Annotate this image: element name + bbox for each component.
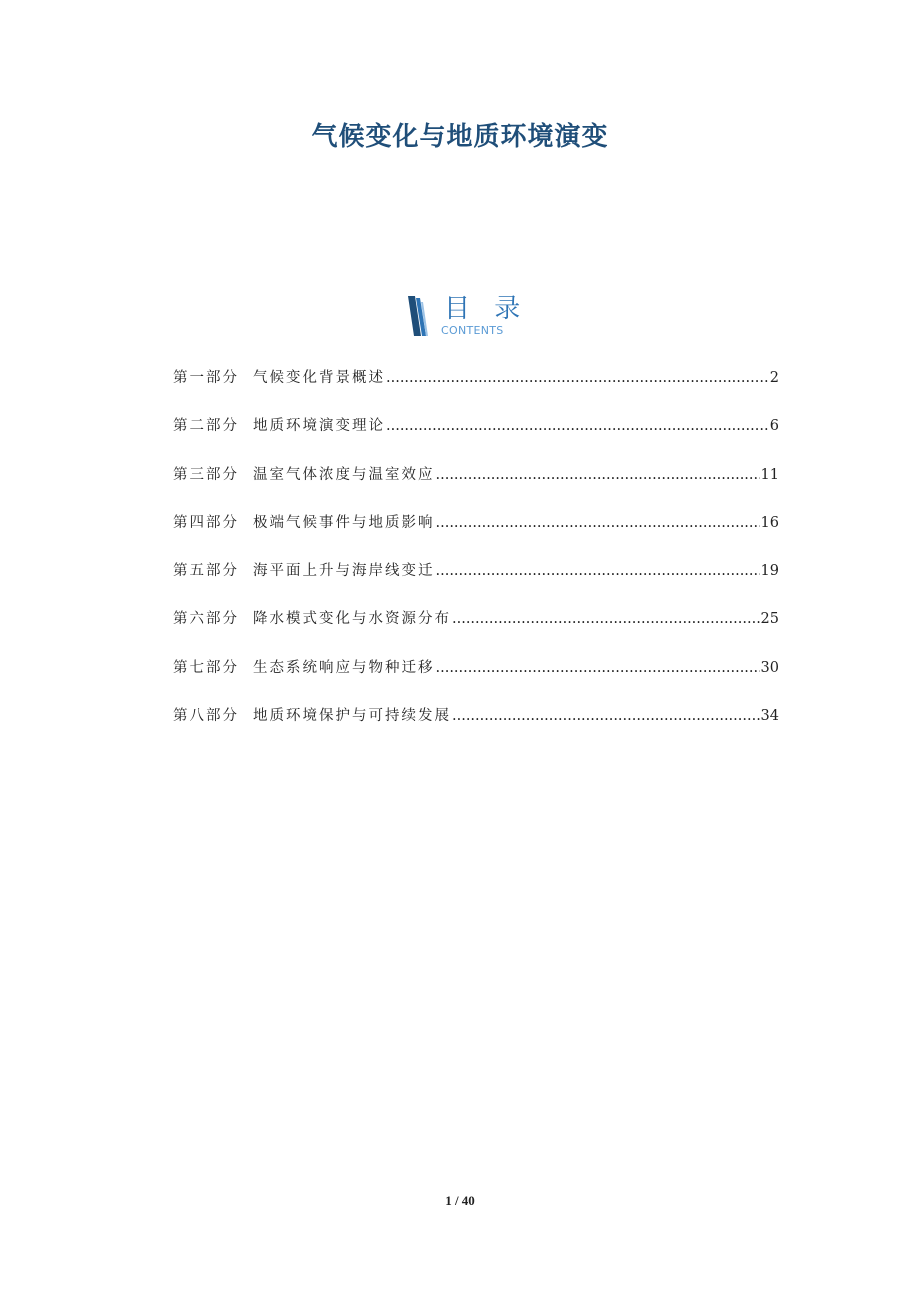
toc-dot-leader [452,708,760,724]
toc-entry-title: 极端气候事件与地质影响 [253,514,435,531]
toc-entry[interactable] [173,366,779,414]
toc-entry[interactable] [173,559,779,607]
toc-entry-part: 第七部分 [173,659,239,676]
toc-entry-title: 生态系统响应与物种迁移 [253,659,435,676]
toc-entry-part: 第三部分 [173,466,239,483]
toc-entry[interactable] [173,704,779,752]
toc-entry-title: 气候变化背景概述 [253,370,385,386]
toc-entry-page: 2 [769,370,779,386]
toc-entry-title: 温室气体浓度与温室效应 [253,466,435,483]
toc-dot-leader [436,660,760,676]
toc-entry-part: 第五部分 [173,563,239,580]
toc-entry-page: 6 [769,418,779,435]
page-number: 1 / 40 [445,1193,475,1208]
toc-entry-page: 19 [760,563,779,580]
toc-entry[interactable] [173,414,779,462]
toc-entry-title: 地质环境保护与可持续发展 [253,708,451,725]
toc-logo-icon [408,296,434,336]
toc-dot-leader [452,611,760,627]
toc-entry-page: 34 [760,708,779,725]
toc-entry-title: 降水模式变化与水资源分布 [253,611,451,628]
toc-entry[interactable] [173,656,779,704]
toc-heading-english: CONTENTS [441,324,504,337]
toc-dot-leader [436,515,760,531]
toc-entry-part: 第四部分 [173,514,239,531]
toc-heading [408,294,528,340]
toc-entry-part: 第八部分 [173,708,239,725]
toc-entry-title: 海平面上升与海岸线变迁 [253,563,435,580]
document-title: 气候变化与地质环境演变 [311,122,609,152]
toc-entry-part: 第一部分 [173,370,239,386]
toc-dot-leader [436,467,760,483]
toc-list [173,366,779,752]
toc-entry-part: 第六部分 [173,611,239,628]
toc-entry[interactable] [173,607,779,655]
toc-entry-page: 16 [760,514,779,531]
toc-dot-leader [386,370,769,386]
toc-entry-part: 第二部分 [173,418,239,435]
toc-entry-page: 25 [760,611,779,628]
toc-dot-leader [386,418,769,434]
toc-dot-leader [436,563,760,579]
toc-entry-page: 30 [760,659,779,676]
toc-entry[interactable] [173,511,779,559]
toc-entry-page: 11 [760,466,779,483]
toc-heading-text: 目 录 [444,294,529,324]
toc-entry-title: 地质环境演变理论 [253,418,385,435]
toc-entry[interactable] [173,463,779,511]
